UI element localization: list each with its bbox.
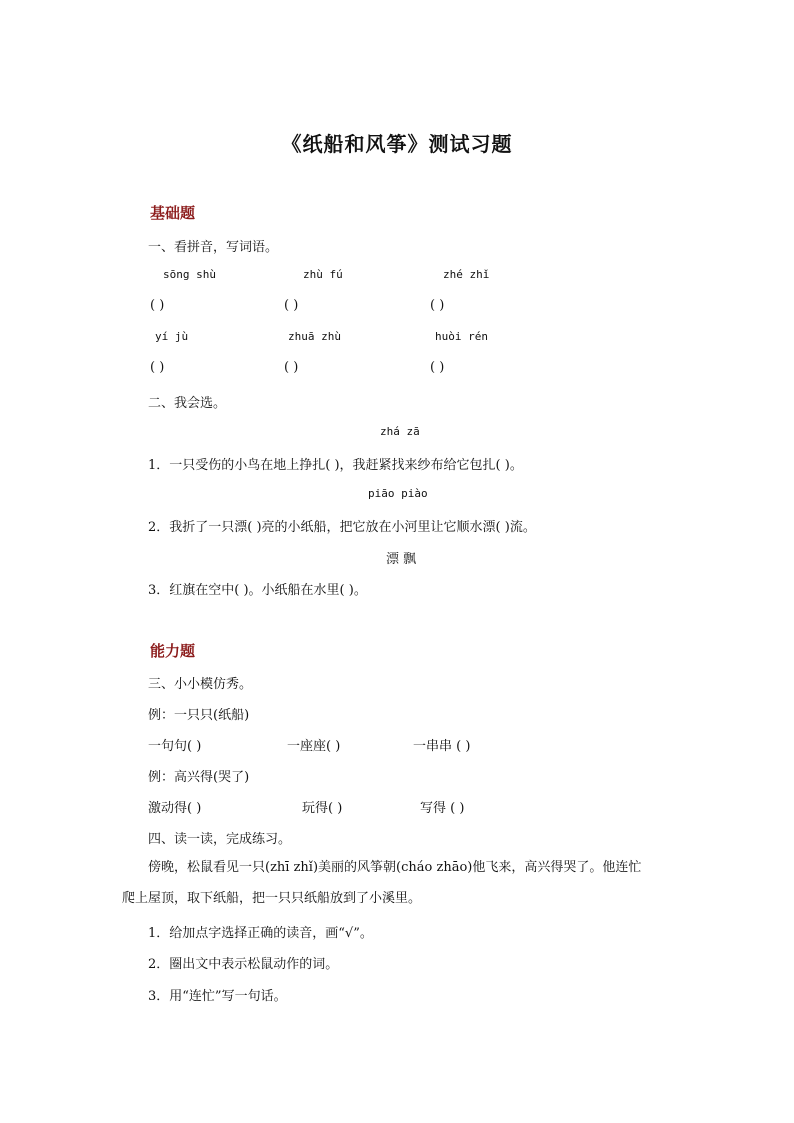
question-2-item-3: 3．红旗在空中( )。小纸船在水里( )。 xyxy=(148,583,367,598)
answer-blank[interactable]: ( ) xyxy=(150,298,165,313)
answer-blank[interactable]: ( ) xyxy=(284,360,299,375)
answer-blank[interactable]: ( ) xyxy=(430,360,445,375)
question-2-item-2: 2．我折了一只漂( )亮的小纸船，把它放在小河里让它顺水漂( )流。 xyxy=(148,520,536,535)
question-4-item-2: 2．圈出文中表示松鼠动作的词。 xyxy=(148,957,339,972)
imitation-item: 玩得( ) xyxy=(302,801,343,816)
answer-blank[interactable]: ( ) xyxy=(284,298,299,313)
choice-pinyin-2: piāo piào xyxy=(368,487,428,500)
question-2-item-1: 1．一只受伤的小鸟在地上挣扎( )，我赶紧找来纱布给它包扎( )。 xyxy=(148,458,523,473)
page-title: 《纸船和风筝》测试习题 xyxy=(281,132,513,156)
question-1-label: 一、看拼音，写词语。 xyxy=(148,240,279,255)
choice-pinyin-1: zhá zā xyxy=(380,425,420,438)
pinyin-1: sōng shù xyxy=(163,268,216,281)
question-3-label: 三、小小模仿秀。 xyxy=(148,677,253,692)
question-4-item-3: 3．用“连忙”写一句话。 xyxy=(148,989,287,1004)
choice-chars: 漂 飘 xyxy=(386,552,417,567)
pinyin-6: huòi rén xyxy=(435,330,488,343)
answer-blank[interactable]: ( ) xyxy=(430,298,445,313)
pinyin-3: zhé zhǐ xyxy=(443,268,490,281)
example-2: 例：高兴得(哭了) xyxy=(148,770,250,785)
pinyin-5: zhuā zhù xyxy=(288,330,341,343)
imitation-item: 一句句( ) xyxy=(148,739,202,754)
imitation-item: 一串串 ( ) xyxy=(413,739,471,754)
question-4-label: 四、读一读，完成练习。 xyxy=(148,832,292,847)
example-1: 例：一只只(纸船) xyxy=(148,708,250,723)
question-2-label: 二、我会选。 xyxy=(148,396,227,411)
reading-passage: 傍晚，松鼠看见一只(zhī zhǐ)美丽的风筝朝(cháo zhāo)他飞来，高兴得哭了。他连忙爬上屋顶，取下纸船，把一只只纸船放到了小溪里。 xyxy=(122,860,642,906)
pinyin-4: yí jù xyxy=(155,330,189,343)
section-heading-basic: 基础题 xyxy=(150,204,196,222)
imitation-item: 激动得( ) xyxy=(148,801,202,816)
pinyin-2: zhù fú xyxy=(303,268,343,281)
answer-blank[interactable]: ( ) xyxy=(150,360,165,375)
question-4-item-1: 1．给加点字选择正确的读音，画“√”。 xyxy=(148,926,373,941)
imitation-item: 一座座( ) xyxy=(287,739,341,754)
imitation-item: 写得 ( ) xyxy=(420,801,465,816)
section-heading-ability: 能力题 xyxy=(150,642,196,660)
